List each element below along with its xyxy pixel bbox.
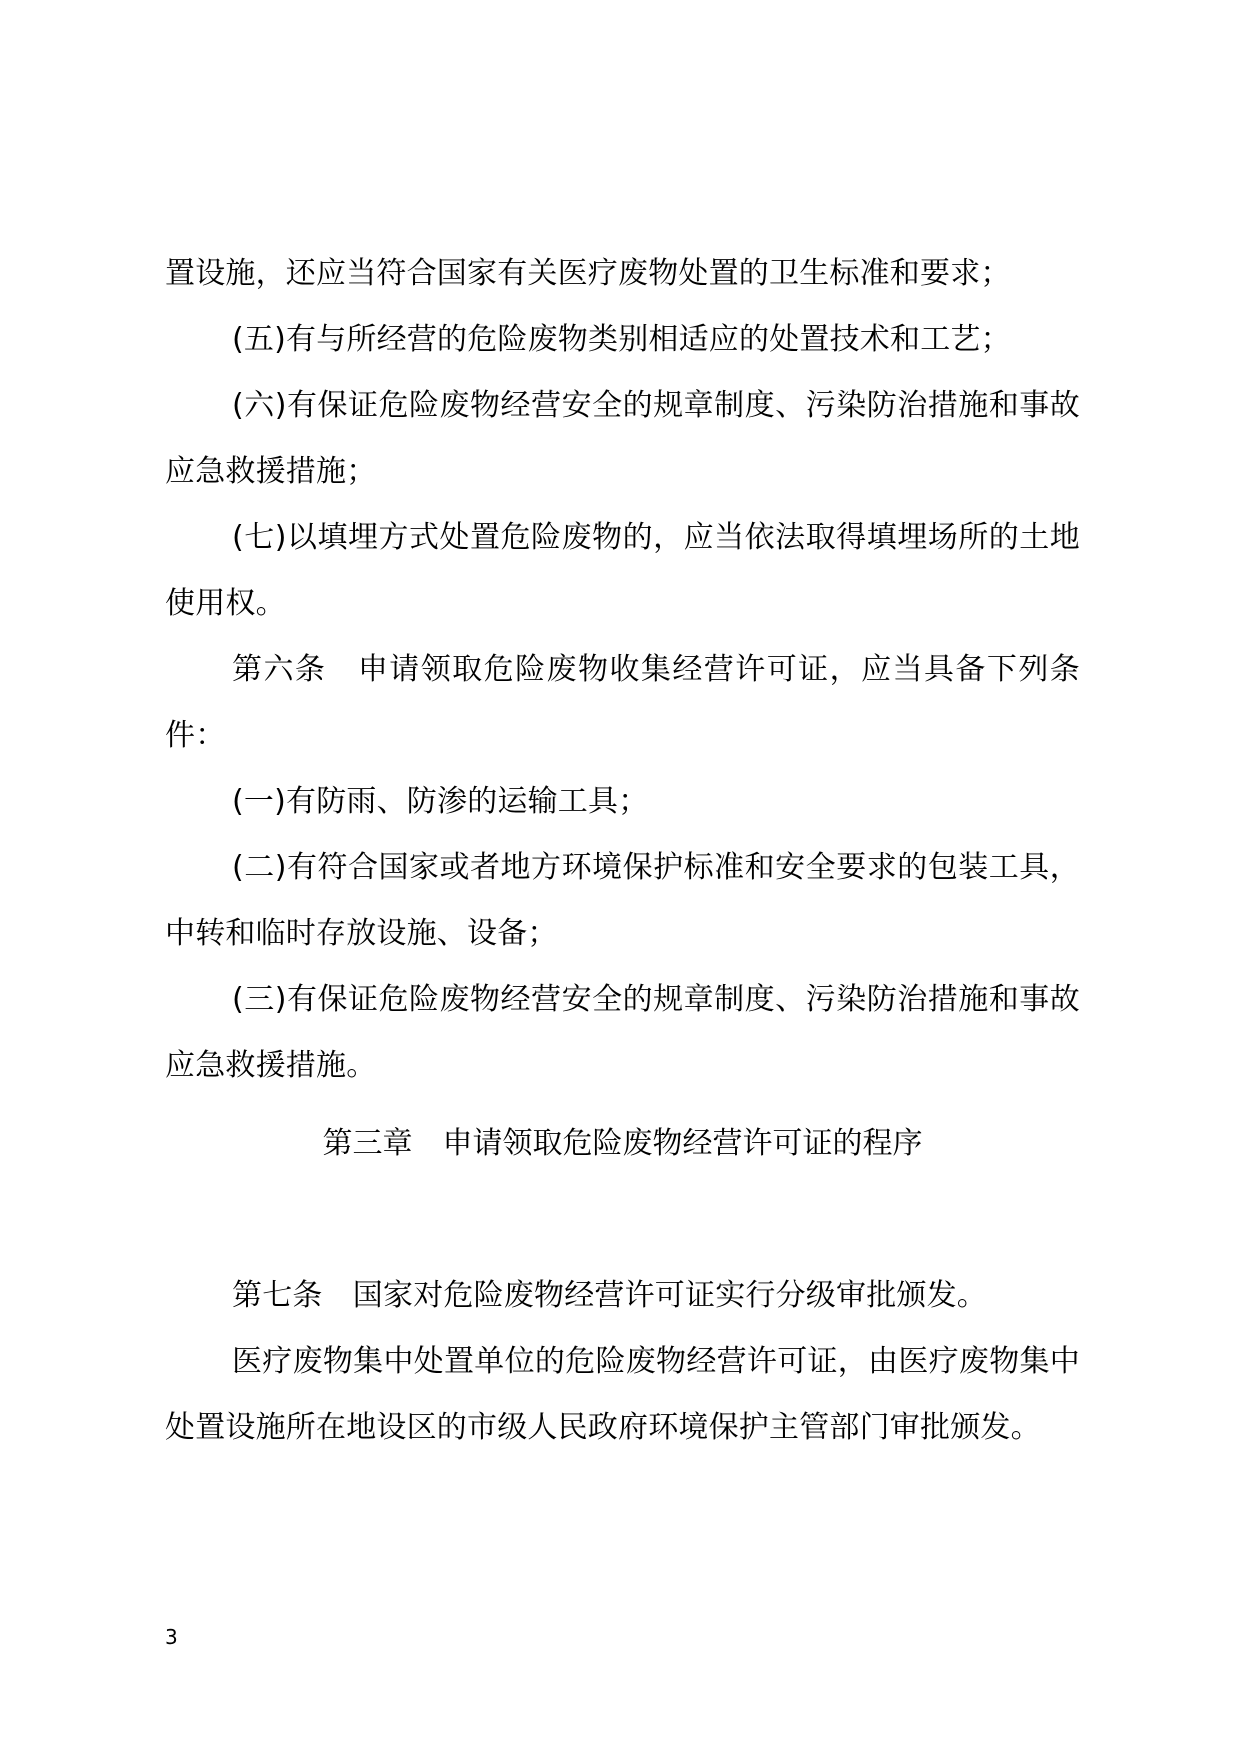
paragraph-item-6: (六)有保证危险废物经营安全的规章制度、污染防治措施和事故应急救援措施； — [165, 388, 1080, 489]
paragraph-item-3: (三)有保证危险废物经营安全的规章制度、污染防治措施和事故应急救援措施。 — [165, 982, 1080, 1083]
page-number: 3 — [165, 1625, 178, 1649]
body-text-bottom — [165, 1263, 1080, 1461]
paragraph-medical-waste: 医疗废物集中处置单位的危险废物经营许可证，由医疗废物集中处置设施所在地设区的市级人民政府环境保护主管部门审批颁发。 — [165, 1344, 1080, 1445]
paragraph-article-6: 第六条 申请领取危险废物收集经营许可证，应当具备下列条件： — [165, 652, 1080, 753]
paragraph-continuation: 置设施，还应当符合国家有关医疗废物处置的卫生标准和要求； — [165, 256, 1011, 291]
paragraph-item-5: (五)有与所经营的危险废物类别相适应的处置技术和工艺； — [232, 322, 1011, 357]
paragraph-item-7: (七)以填埋方式处置危险废物的，应当依法取得填埋场所的土地使用权。 — [165, 520, 1080, 621]
body-text-top — [165, 241, 1080, 1099]
chapter-heading: 第三章 申请领取危险废物经营许可证的程序 — [322, 1126, 923, 1161]
paragraph-article-7: 第七条 国家对危险废物经营许可证实行分级审批颁发。 — [232, 1278, 987, 1313]
paragraph-item-2: (二)有符合国家或者地方环境保护标准和安全要求的包装工具，中转和临时存放设施、设备； — [165, 850, 1080, 951]
paragraph-item-1: (一)有防雨、防渗的运输工具； — [232, 784, 649, 819]
